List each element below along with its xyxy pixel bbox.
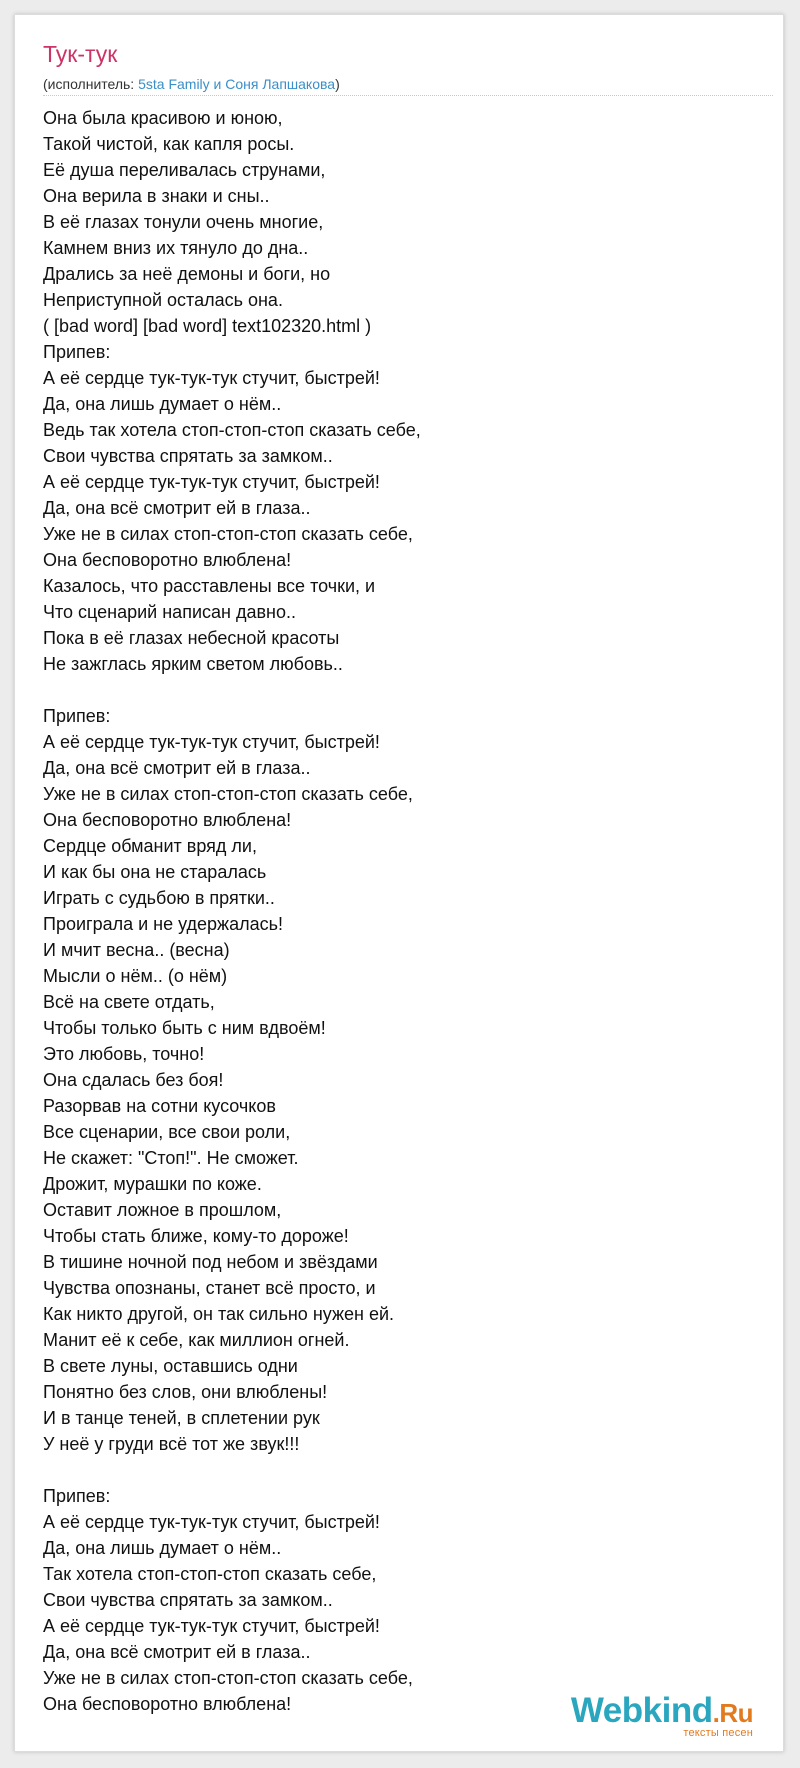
lyrics-blank-line	[43, 677, 763, 703]
lyrics-line: И как бы она не старалась	[43, 862, 267, 882]
lyrics-line: Припев:	[43, 1486, 111, 1506]
logo-tld-text: .Ru	[712, 1698, 753, 1728]
header-divider	[43, 95, 773, 96]
lyrics-line: А её сердце тук-тук-тук стучит, быстрей!	[43, 1512, 380, 1532]
lyrics-line: Пока в её глазах небесной красоты	[43, 628, 340, 648]
lyrics-line: Чувства опознаны, станет всё просто, и	[43, 1278, 376, 1298]
logo-wordmark	[571, 1693, 753, 1728]
lyrics-line: Как никто другой, он так сильно нужен ей.	[43, 1304, 395, 1324]
lyrics-line: Да, она лишь думает о нём..	[43, 394, 282, 414]
lyrics-page	[14, 14, 784, 1752]
lyrics-line: Да, она всё смотрит ей в глаза..	[43, 758, 311, 778]
lyrics-line: Такой чистой, как капля росы.	[43, 134, 295, 154]
lyrics-line: Припев:	[43, 342, 111, 362]
lyrics-line: А её сердце тук-тук-тук стучит, быстрей!	[43, 732, 380, 752]
lyrics-line: Камнем вниз их тянуло до дна..	[43, 238, 309, 258]
lyrics-line: Всё на свете отдать,	[43, 992, 215, 1012]
performer-line	[43, 75, 340, 93]
lyrics-line: Уже не в силах стоп-стоп-стоп сказать себе,	[43, 524, 413, 544]
lyrics-line: Понятно без слов, они влюблены!	[43, 1382, 328, 1402]
lyrics-line: Что сценарий написан давно..	[43, 602, 296, 622]
lyrics-line: Казалось, что расставлены все точки, и	[43, 576, 376, 596]
lyrics-line: У неё у груди всё тот же звук!!!	[43, 1434, 300, 1454]
lyrics-line: Её душа переливалась струнами,	[43, 160, 326, 180]
song-title: Тук-тук	[43, 41, 118, 67]
lyrics-body	[43, 105, 763, 1717]
lyrics-line: Она бесповоротно влюблена!	[43, 810, 292, 830]
lyrics-line: Она сдалась без боя!	[43, 1070, 224, 1090]
lyrics-line: Оставит ложное в прошлом,	[43, 1200, 282, 1220]
lyrics-line: Она была красивою и юною,	[43, 108, 283, 128]
lyrics-line: В тишине ночной под небом и звёздами	[43, 1252, 378, 1272]
lyrics-line: В её глазах тонули очень многие,	[43, 212, 324, 232]
performer-link[interactable]: 5sta Family и Соня Лапшакова	[138, 76, 336, 92]
lyrics-line: И мчит весна.. (весна)	[43, 940, 230, 960]
lyrics-line: Не зажглась ярким светом любовь..	[43, 654, 343, 674]
lyrics-line: ( [bad word] [bad word] text102320.html )	[43, 316, 372, 336]
lyrics-line: Чтобы только быть с ним вдвоём!	[43, 1018, 326, 1038]
lyrics-line: А её сердце тук-тук-тук стучит, быстрей!	[43, 1616, 380, 1636]
lyrics-line: Да, она всё смотрит ей в глаза..	[43, 498, 311, 518]
lyrics-line: Дрожит, мурашки по коже.	[43, 1174, 262, 1194]
lyrics-line: Уже не в силах стоп-стоп-стоп сказать себе,	[43, 784, 413, 804]
lyrics-line: Она бесповоротно влюблена!	[43, 1694, 292, 1714]
lyrics-line: Это любовь, точно!	[43, 1044, 205, 1064]
lyrics-line: А её сердце тук-тук-тук стучит, быстрей!	[43, 472, 380, 492]
lyrics-line: Припев:	[43, 706, 111, 726]
lyrics-line: Она верила в знаки и сны..	[43, 186, 270, 206]
lyrics-line: Все сценарии, все свои роли,	[43, 1122, 291, 1142]
lyrics-line: Дрались за неё демоны и боги, но	[43, 264, 331, 284]
lyrics-line: Манит её к себе, как миллион огней.	[43, 1330, 350, 1350]
lyrics-line: Сердце обманит вряд ли,	[43, 836, 257, 856]
lyrics-line: Свои чувства спрятать за замком..	[43, 1590, 333, 1610]
lyrics-line: Ведь так хотела стоп-стоп-стоп сказать себе,	[43, 420, 421, 440]
lyrics-line: Чтобы стать ближе, кому-то дороже!	[43, 1226, 349, 1246]
lyrics-line: А её сердце тук-тук-тук стучит, быстрей!	[43, 368, 380, 388]
site-logo[interactable]	[571, 1693, 753, 1739]
logo-tagline: тексты песен	[683, 1727, 753, 1739]
lyrics-line: Мысли о нём.. (о нём)	[43, 966, 228, 986]
lyrics-line: Неприступной осталась она.	[43, 290, 283, 310]
lyrics-line: Не скажет: "Стоп!". Не сможет.	[43, 1148, 299, 1168]
lyrics-line: Проиграла и не удержалась!	[43, 914, 283, 934]
lyrics-line: Да, она всё смотрит ей в глаза..	[43, 1642, 311, 1662]
lyrics-line: В свете луны, оставшись одни	[43, 1356, 298, 1376]
lyrics-line: Свои чувства спрятать за замком..	[43, 446, 333, 466]
lyrics-blank-line	[43, 1457, 763, 1483]
performer-prefix: (исполнитель:	[43, 76, 139, 92]
lyrics-line: Она бесповоротно влюблена!	[43, 550, 292, 570]
lyrics-line: Уже не в силах стоп-стоп-стоп сказать себе,	[43, 1668, 413, 1688]
lyrics-line: И в танце теней, в сплетении рук	[43, 1408, 320, 1428]
lyrics-line: Разорвав на сотни кусочков	[43, 1096, 276, 1116]
lyrics-line: Да, она лишь думает о нём..	[43, 1538, 282, 1558]
logo-main-text: Webkind	[570, 1691, 713, 1730]
performer-suffix: )	[335, 76, 340, 92]
lyrics-line: Играть с судьбою в прятки..	[43, 888, 275, 908]
lyrics-line: Так хотела стоп-стоп-стоп сказать себе,	[43, 1564, 377, 1584]
